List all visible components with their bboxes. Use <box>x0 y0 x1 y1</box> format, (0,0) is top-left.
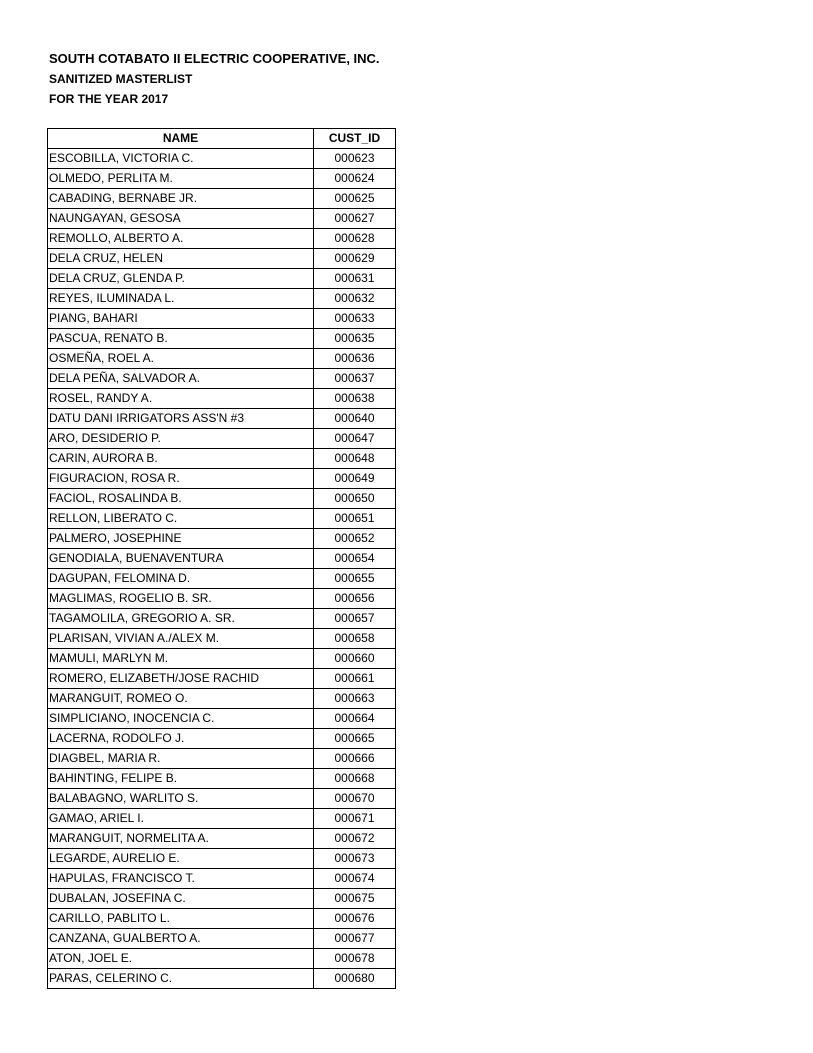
customer-id-cell: 000656 <box>314 589 396 609</box>
customer-id-cell: 000649 <box>314 469 396 489</box>
customer-name-cell: CABADING, BERNABE JR. <box>48 189 314 209</box>
customer-name-cell: DATU DANI IRRIGATORS ASS'N #3 <box>48 409 314 429</box>
table-row <box>48 769 396 789</box>
table-row <box>48 429 396 449</box>
customer-name-cell: PARAS, CELERINO C. <box>48 969 314 989</box>
table-row <box>48 629 396 649</box>
table-row <box>48 149 396 169</box>
customer-name-cell: DELA PEÑA, SALVADOR A. <box>48 369 314 389</box>
customer-id-cell: 000680 <box>314 969 396 989</box>
customer-name-cell: MAGLIMAS, ROGELIO B. SR. <box>48 589 314 609</box>
customer-id-cell: 000624 <box>314 169 396 189</box>
table-row <box>48 169 396 189</box>
customer-name-cell: LEGARDE, AURELIO E. <box>48 849 314 869</box>
table-row <box>48 829 396 849</box>
document-title: SOUTH COTABATO II ELECTRIC COOPERATIVE, INC. <box>49 51 380 66</box>
customer-id-cell: 000637 <box>314 369 396 389</box>
customer-name-cell: ESCOBILLA, VICTORIA C. <box>48 149 314 169</box>
customer-id-cell: 000677 <box>314 929 396 949</box>
customer-id-cell: 000672 <box>314 829 396 849</box>
customer-id-cell: 000678 <box>314 949 396 969</box>
table-row <box>48 569 396 589</box>
table-row <box>48 249 396 269</box>
table-row <box>48 389 396 409</box>
customer-id-cell: 000665 <box>314 729 396 749</box>
customer-name-cell: PLARISAN, VIVIAN A./ALEX M. <box>48 629 314 649</box>
customer-id-cell: 000654 <box>314 549 396 569</box>
customer-name-cell: BALABAGNO, WARLITO S. <box>48 789 314 809</box>
customer-name-cell: RELLON, LIBERATO C. <box>48 509 314 529</box>
customer-name-cell: ARO, DESIDERIO P. <box>48 429 314 449</box>
table-header-row <box>48 129 396 149</box>
customer-name-cell: DUBALAN, JOSEFINA C. <box>48 889 314 909</box>
table-row <box>48 209 396 229</box>
table-row <box>48 729 396 749</box>
customer-name-cell: OSMEÑA, ROEL A. <box>48 349 314 369</box>
table-row <box>48 329 396 349</box>
customer-id-cell: 000663 <box>314 689 396 709</box>
customer-name-cell: FACIOL, ROSALINDA B. <box>48 489 314 509</box>
table-row <box>48 509 396 529</box>
customer-id-cell: 000628 <box>314 229 396 249</box>
table-row <box>48 929 396 949</box>
customer-id-cell: 000664 <box>314 709 396 729</box>
customer-name-cell: NAUNGAYAN, GESOSA <box>48 209 314 229</box>
customer-id-cell: 000671 <box>314 809 396 829</box>
table-row <box>48 909 396 929</box>
customer-id-cell: 000638 <box>314 389 396 409</box>
customer-name-cell: SIMPLICIANO, INOCENCIA C. <box>48 709 314 729</box>
customer-name-cell: DELA CRUZ, GLENDA P. <box>48 269 314 289</box>
customer-id-cell: 000661 <box>314 669 396 689</box>
customer-name-cell: BAHINTING, FELIPE B. <box>48 769 314 789</box>
customer-name-cell: DAGUPAN, FELOMINA D. <box>48 569 314 589</box>
table-row <box>48 669 396 689</box>
customer-id-cell: 000640 <box>314 409 396 429</box>
customer-name-cell: CARILLO, PABLITO L. <box>48 909 314 929</box>
table-row <box>48 449 396 469</box>
customer-id-cell: 000623 <box>314 149 396 169</box>
table-row <box>48 609 396 629</box>
customer-id-cell: 000657 <box>314 609 396 629</box>
customer-name-cell: ATON, JOEL E. <box>48 949 314 969</box>
customer-id-cell: 000655 <box>314 569 396 589</box>
document-header <box>49 49 380 109</box>
table-row <box>48 849 396 869</box>
customer-id-cell: 000651 <box>314 509 396 529</box>
customer-id-cell: 000675 <box>314 889 396 909</box>
customer-id-cell: 000632 <box>314 289 396 309</box>
customer-id-cell: 000668 <box>314 769 396 789</box>
table-row <box>48 529 396 549</box>
table-row <box>48 949 396 969</box>
customer-name-cell: HAPULAS, FRANCISCO T. <box>48 869 314 889</box>
customer-id-cell: 000647 <box>314 429 396 449</box>
document-subtitle: SANITIZED MASTERLIST <box>49 72 193 86</box>
masterlist-table <box>47 128 396 989</box>
customer-name-cell: GENODIALA, BUENAVENTURA <box>48 549 314 569</box>
table-row <box>48 409 396 429</box>
customer-name-cell: LACERNA, RODOLFO J. <box>48 729 314 749</box>
customer-id-cell: 000625 <box>314 189 396 209</box>
customer-name-cell: MARANGUIT, ROMEO O. <box>48 689 314 709</box>
customer-name-cell: ROSEL, RANDY A. <box>48 389 314 409</box>
customer-name-cell: GAMAO, ARIEL I. <box>48 809 314 829</box>
customer-name-cell: FIGURACION, ROSA R. <box>48 469 314 489</box>
table-row <box>48 869 396 889</box>
customer-name-cell: DIAGBEL, MARIA R. <box>48 749 314 769</box>
table-row <box>48 489 396 509</box>
customer-id-cell: 000636 <box>314 349 396 369</box>
customer-name-cell: DELA CRUZ, HELEN <box>48 249 314 269</box>
customer-id-cell: 000666 <box>314 749 396 769</box>
table-row <box>48 749 396 769</box>
table-row <box>48 789 396 809</box>
customer-name-cell: TAGAMOLILA, GREGORIO A. SR. <box>48 609 314 629</box>
table-row <box>48 269 396 289</box>
table-row <box>48 589 396 609</box>
customer-name-cell: ROMERO, ELIZABETH/JOSE RACHID <box>48 669 314 689</box>
customer-name-cell: PASCUA, RENATO B. <box>48 329 314 349</box>
table-row <box>48 969 396 989</box>
customer-id-cell: 000676 <box>314 909 396 929</box>
column-header-cust-id: CUST_ID <box>314 129 396 149</box>
table-row <box>48 889 396 909</box>
customer-name-cell: REMOLLO, ALBERTO A. <box>48 229 314 249</box>
customer-name-cell: PALMERO, JOSEPHINE <box>48 529 314 549</box>
table-row <box>48 369 396 389</box>
customer-name-cell: OLMEDO, PERLITA M. <box>48 169 314 189</box>
column-header-name: NAME <box>48 129 314 149</box>
customer-name-cell: CANZANA, GUALBERTO A. <box>48 929 314 949</box>
customer-id-cell: 000633 <box>314 309 396 329</box>
customer-id-cell: 000652 <box>314 529 396 549</box>
document-year: FOR THE YEAR 2017 <box>49 92 169 106</box>
customer-id-cell: 000658 <box>314 629 396 649</box>
customer-id-cell: 000650 <box>314 489 396 509</box>
customer-id-cell: 000673 <box>314 849 396 869</box>
table-row <box>48 189 396 209</box>
table-row <box>48 549 396 569</box>
customer-name-cell: REYES, ILUMINADA L. <box>48 289 314 309</box>
table-row <box>48 289 396 309</box>
table-row <box>48 229 396 249</box>
customer-id-cell: 000627 <box>314 209 396 229</box>
table-body <box>48 149 396 989</box>
table-row <box>48 809 396 829</box>
customer-id-cell: 000670 <box>314 789 396 809</box>
customer-id-cell: 000674 <box>314 869 396 889</box>
table-row <box>48 349 396 369</box>
table-row <box>48 649 396 669</box>
customer-name-cell: MARANGUIT, NORMELITA A. <box>48 829 314 849</box>
customer-name-cell: CARIN, AURORA B. <box>48 449 314 469</box>
customer-id-cell: 000631 <box>314 269 396 289</box>
table-row <box>48 709 396 729</box>
table-row <box>48 469 396 489</box>
customer-id-cell: 000660 <box>314 649 396 669</box>
table-row <box>48 689 396 709</box>
customer-id-cell: 000648 <box>314 449 396 469</box>
customer-name-cell: MAMULI, MARLYN M. <box>48 649 314 669</box>
customer-name-cell: PIANG, BAHARI <box>48 309 314 329</box>
customer-id-cell: 000629 <box>314 249 396 269</box>
table-row <box>48 309 396 329</box>
customer-id-cell: 000635 <box>314 329 396 349</box>
